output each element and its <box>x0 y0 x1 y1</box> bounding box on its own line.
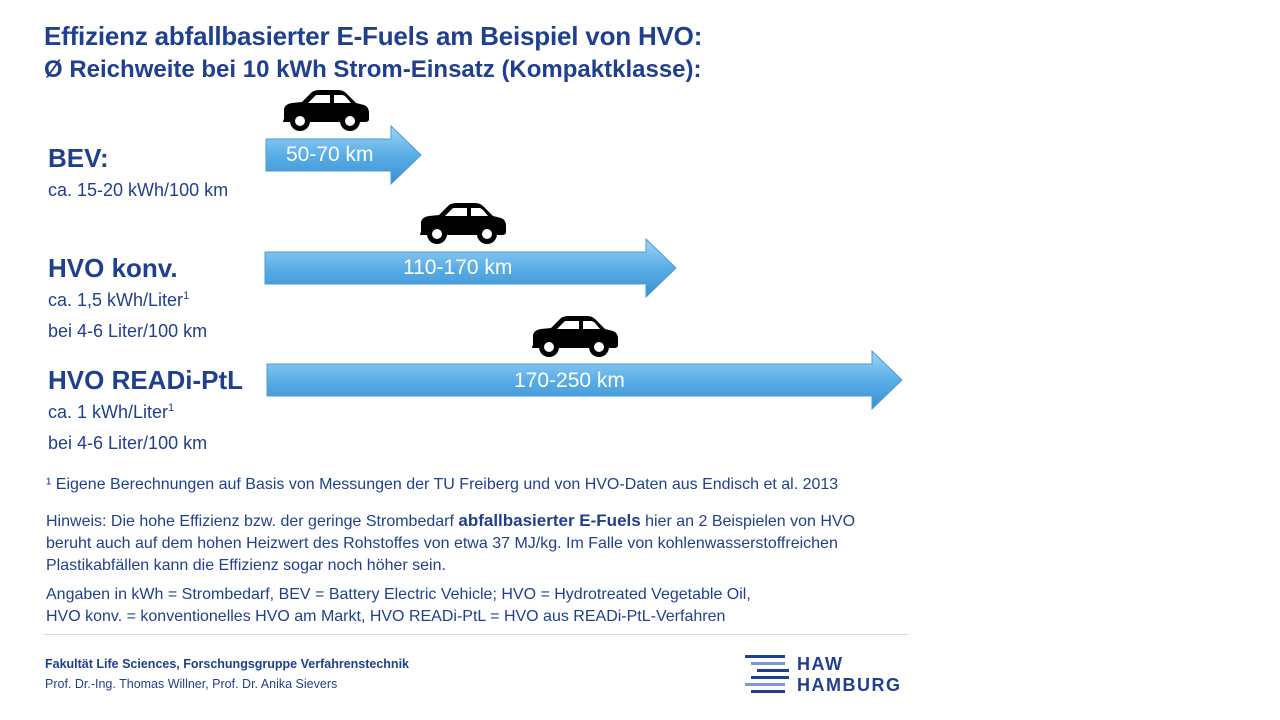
slide-title: Effizienz abfallbasierter E-Fuels am Beispiel von HVO: <box>44 21 703 51</box>
abbreviations-paragraph: Angaben in kWh = Strombedarf, BEV = Battery Electric Vehicle; HVO = Hydrotreated Vegetable Oil, HVO konv. = konventionelles HVO am Markt, HVO READi-PtL = HVO aus READi-PtL-Verfahren <box>46 586 751 625</box>
row-hvo-readi-consumption: ca. 1 kWh/Liter$^1$ <box>48 402 175 422</box>
row-bev-consumption: ca. 15-20 kWh/100 km <box>48 180 229 200</box>
haw-logo-text: HAW HAMBURG <box>797 654 902 695</box>
range-label-hvo-konv: 110-170 km <box>403 256 513 279</box>
haw-logo-icon <box>745 654 791 703</box>
hint-paragraph: Hinweis: Die hohe Effizienz bzw. der geringe Strombedarf abfallbasierter E-Fuels hier an 2 Beispielen von HVO beruht auch auf dem hohen Heizwert des Rohstoffes von etwa 37 MJ/kg. Im Falle von kohlenwasserstoffreichen Plastikabfällen kann die Effizienz sogar noch höher sein. <box>46 511 856 574</box>
footer-divider <box>44 634 908 635</box>
row-hvo-konv-name: HVO konv. <box>48 253 178 283</box>
row-bev-name: BEV: <box>48 143 109 173</box>
footer-professors: Prof. Dr.-Ing. Thomas Willner, Prof. Dr. Anika Sievers <box>45 677 338 691</box>
footer-faculty: Fakultät Life Sciences, Forschungsgruppe Verfahrenstechnik <box>45 657 409 671</box>
range-label-bev: 50-70 km <box>286 143 374 166</box>
row-hvo-konv-consumption: ca. 1,5 kWh/Liter$^1$ <box>48 290 190 310</box>
slide-subtitle: Ø Reichweite bei 10 kWh Strom-Einsatz (Kompaktklasse): <box>44 56 702 83</box>
row-hvo-readi-usage: bei 4-6 Liter/100 km <box>48 433 208 453</box>
range-label-hvo-readi: 170-250 km <box>514 369 625 392</box>
row-hvo-konv-usage: bei 4-6 Liter/100 km <box>48 321 208 341</box>
footnote: ¹ Eigene Berechnungen auf Basis von Messungen der TU Freiberg und von HVO-Daten aus Endisch et al. 2013 <box>46 476 839 493</box>
row-hvo-readi-name: HVO READi-PtL <box>48 365 243 395</box>
